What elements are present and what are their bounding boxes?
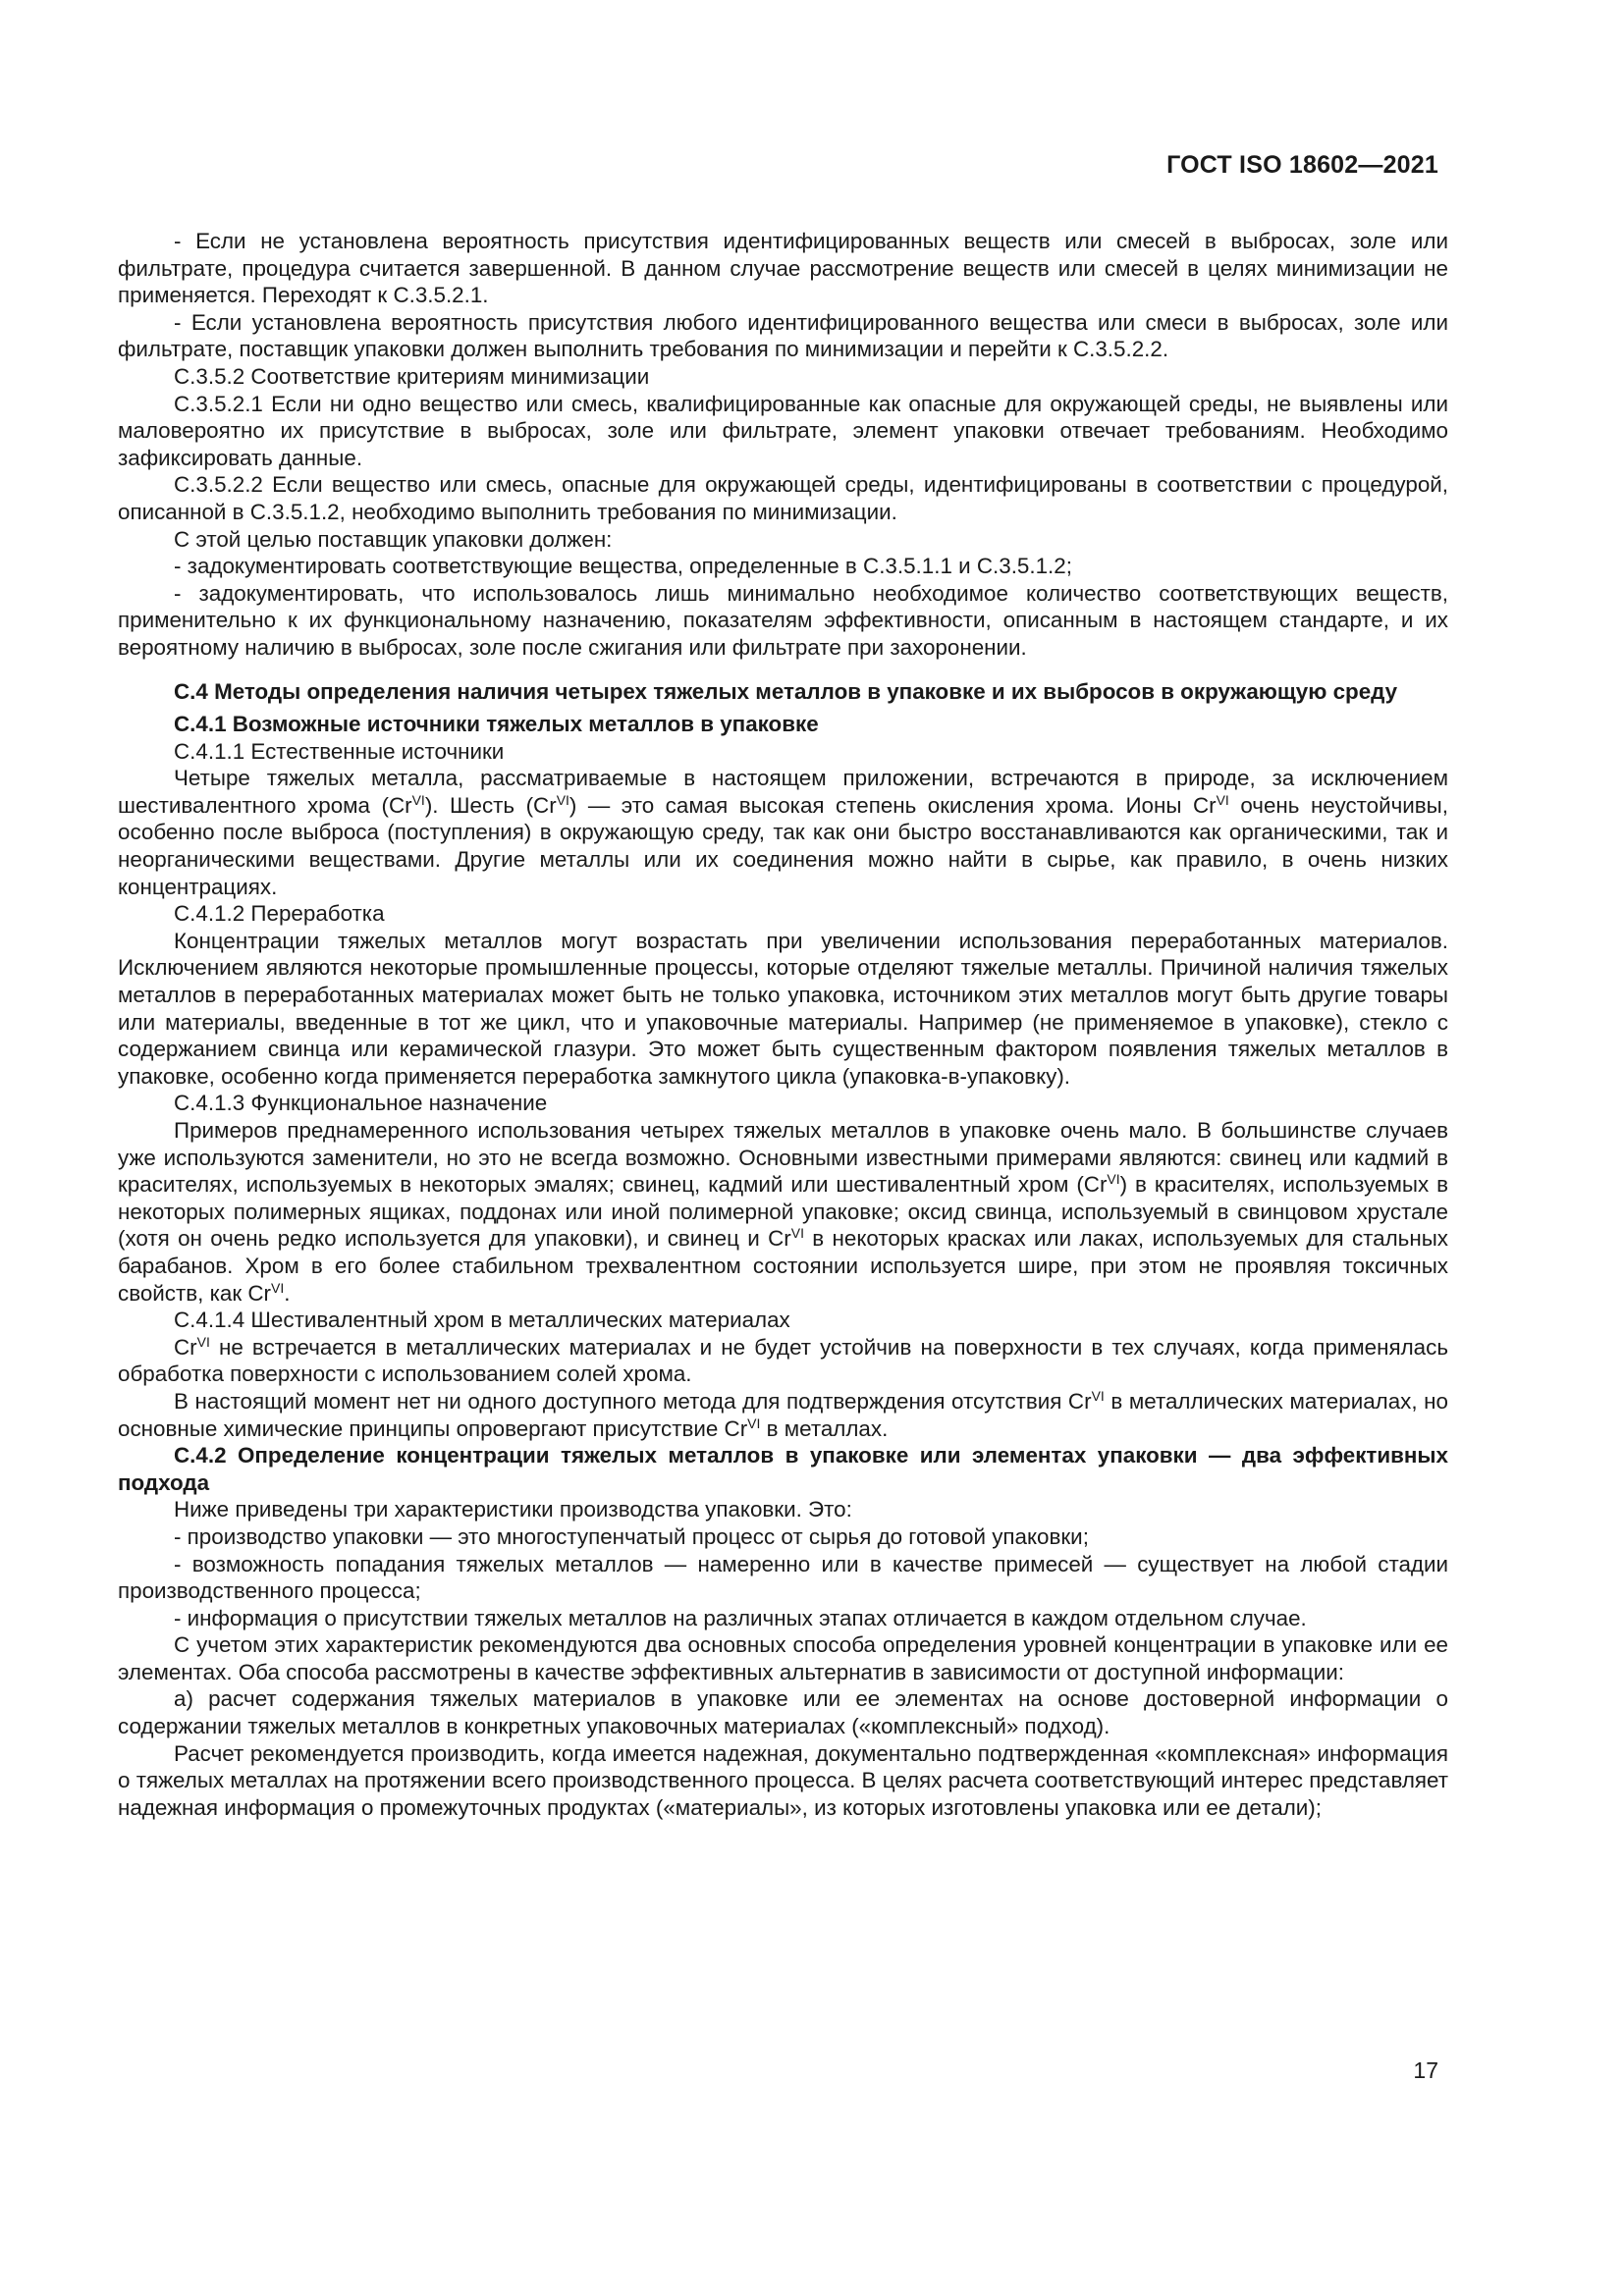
list-item: - задокументировать, что использовалось лишь минимально необходимое количество соответствующих веществ, применительно к их функциональному назначению, показателям эффективности, описанным в настоящем стандарте, и их вероятному наличию в выбросах, золе после сжигания или фильтрате при захоронении. — [118, 580, 1448, 660]
subsection-heading: С.4.2 Определение концентрации тяжелых металлов в упаковке или элементах упаковки — два эффективных подхода — [118, 1443, 1448, 1495]
page-number: 17 — [1413, 2057, 1438, 2083]
superscript: VI — [270, 1279, 285, 1296]
subsection-title: С.4.1.4 Шестивалентный хром в металлических материалах — [174, 1308, 790, 1333]
paragraph: - Если установлена вероятность присутствия любого идентифицированного вещества или смеси в выбросах, золе или фильтрате, поставщик упаковки должен выполнить требования по минимизации и перейти к С.3.5.2.2. — [118, 309, 1448, 362]
paragraph: В настоящий момент нет ни одного доступного метода для подтверждения отсутствия $Cr^{VI}$ в металлических материалах, но основные химические принципы опровергают присутствие $Cr^{VI}$ в металлах. — [118, 1387, 1448, 1441]
paragraph: С.3.5.2.1 Если ни одно вещество или смесь, квалифицированные как опасные для окружающей среды, не выявлены или маловероятно их присутствие в выбросах, золе или фильтрате, элемент упаковки отвечает требованиям. Необходимо зафиксировать данные. — [118, 391, 1448, 470]
superscript: VI — [1107, 1171, 1120, 1188]
subsection-title: С.4.1.3 Функциональное назначение — [174, 1091, 548, 1116]
superscript: VI — [1216, 791, 1229, 808]
paragraph: - Если не установлена вероятность присутствия идентифицированных веществ или смесей в выбросах, золе или фильтрате, процедура считается завершенной. В данном случае рассмотрение веществ или смесей в целях минимизации не применяется. Переходят к С.3.5.2.1. — [118, 229, 1448, 308]
superscript: VI — [556, 791, 569, 808]
paragraph: С учетом этих характеристик рекомендуются два основных способа определения уровней концентрации в упаковке или ее элементах. Оба способа рассмотрены в качестве эффективных альтернатив в зависимости от доступной информации: — [118, 1632, 1448, 1684]
paragraph: Четыре тяжелых металла, рассматриваемые в настоящем приложении, встречаются в природе, за исключением шестивалентного хрома $(Cr^{VI})$. Шесть $(Cr^{VI})$ — это самая высокая степень окисления хрома. Ионы $Cr^{VI}$ очень неустойчивы, особенно после выброса (поступления) в окружающую среду, так как они быстро восстанавливаются как органическими, так и неорганическими веществами. Другие металлы или их соединения можно найти в сырье, как правило, в очень низких концентрациях. — [118, 766, 1448, 899]
paragraph: С этой целью поставщик упаковки должен: — [174, 526, 613, 552]
list-item: - задокументировать соответствующие вещества, определенные в С.3.5.1.1 и С.3.5.1.2; — [174, 554, 1072, 579]
subsection-title: С.4.1.1 Естественные источники — [174, 738, 505, 764]
list-item: - информация о присутствии тяжелых металлов на различных этапах отличается в каждом отдельном случае. — [174, 1605, 1307, 1630]
list-item: - производство упаковки — это многоступенчатый процесс от сырья до готовой упаковки; — [174, 1523, 1089, 1549]
subsection-title: С.3.5.2 Соответствие критериям минимизации — [174, 363, 650, 389]
paragraph: Примеров преднамеренного использования четырех тяжелых металлов в упаковке очень мало. В большинстве случаев уже используются заменители, но это не всегда возможно. Основными известными примерами являются: свинец или кадмий в красителях, используемых в некоторых эмалях; свинец, кадмий или шестивалентный хром $(Cr^{VI})$ в красителях, используемых в некоторых полимерных ящиках, поддонах или иной полимерной упаковке; оксид свинца, используемый в свинцовом хрустале (хотя он очень редко используется для упаковки), и свинец и $Cr^{VI}$ в некоторых красках или лаках, используемых для стальных барабанов. Хром в его более стабильном трехвалентном состоянии используется шире, при этом не проявляя токсичных свойств, как $Cr^{VI}$. — [118, 1118, 1449, 1306]
paragraph: Ниже приведены три характеристики производства упаковки. Это: — [174, 1497, 852, 1522]
subsection-heading: С.4.1 Возможные источники тяжелых металлов в упаковке — [174, 712, 819, 737]
document-body — [118, 228, 1448, 1821]
superscript: VI — [790, 1225, 804, 1242]
list-item: а) расчет содержания тяжелых материалов в упаковке или ее элементах на основе достоверной информации о содержании тяжелых металлов в конкретных упаковочных материалах («комплексный» подход). — [118, 1686, 1448, 1739]
section-heading: С.4 Методы определения наличия четырех тяжелых металлов в упаковке и их выбросов в окружающую среду — [174, 678, 1398, 704]
superscript: VI — [196, 1333, 210, 1350]
list-item: - возможность попадания тяжелых металлов — намеренно или в качестве примесей — существует на любой стадии производственного процесса; — [118, 1551, 1448, 1604]
subsection-title: С.4.1.2 Переработка — [174, 901, 385, 927]
superscript: VI — [411, 791, 425, 808]
paragraph: Расчет рекомендуется производить, когда имеется надежная, документально подтвержденная «комплексная» информация о тяжелых металлах на протяжении всего производственного процесса. В целях расчета соответствующий интерес представляет надежная информация о промежуточных продуктах («материалы», из которых изготовлены упаковка или ее детали); — [118, 1740, 1448, 1820]
document-header: ГОСТ ISO 18602—2021 — [1166, 151, 1438, 179]
superscript: VI — [747, 1415, 761, 1431]
superscript: VI — [1091, 1387, 1105, 1404]
paragraph: С.3.5.2.2 Если вещество или смесь, опасные для окружающей среды, идентифицированы в соответствии с процедурой, описанной в С.3.5.1.2, необходимо выполнить требования по минимизации. — [118, 472, 1448, 524]
paragraph: Концентрации тяжелых металлов могут возрастать при увеличении использования переработанных материалов. Исключением являются некоторые промышленные процессы, которые отделяют тяжелые металлы. Причиной наличия тяжелых металлов в переработанных материалах может быть не только упаковка, источником этих металлов могут быть другие товары или материалы, введенные в тот же цикл, что и упаковочные материалы. Например (не применяемое в упаковке), стекло с содержанием свинца или керамической глазури. Это может быть существенным фактором появления тяжелых металлов в упаковке, особенно когда применяется переработка замкнутого цикла (упаковка-в-упаковку). — [118, 928, 1448, 1089]
paragraph: $Cr^{VI}$ не встречается в металлических материалах и не будет устойчив на поверхности в тех случаях, когда применялась обработка поверхности с использованием солей хрома. — [118, 1333, 1448, 1387]
